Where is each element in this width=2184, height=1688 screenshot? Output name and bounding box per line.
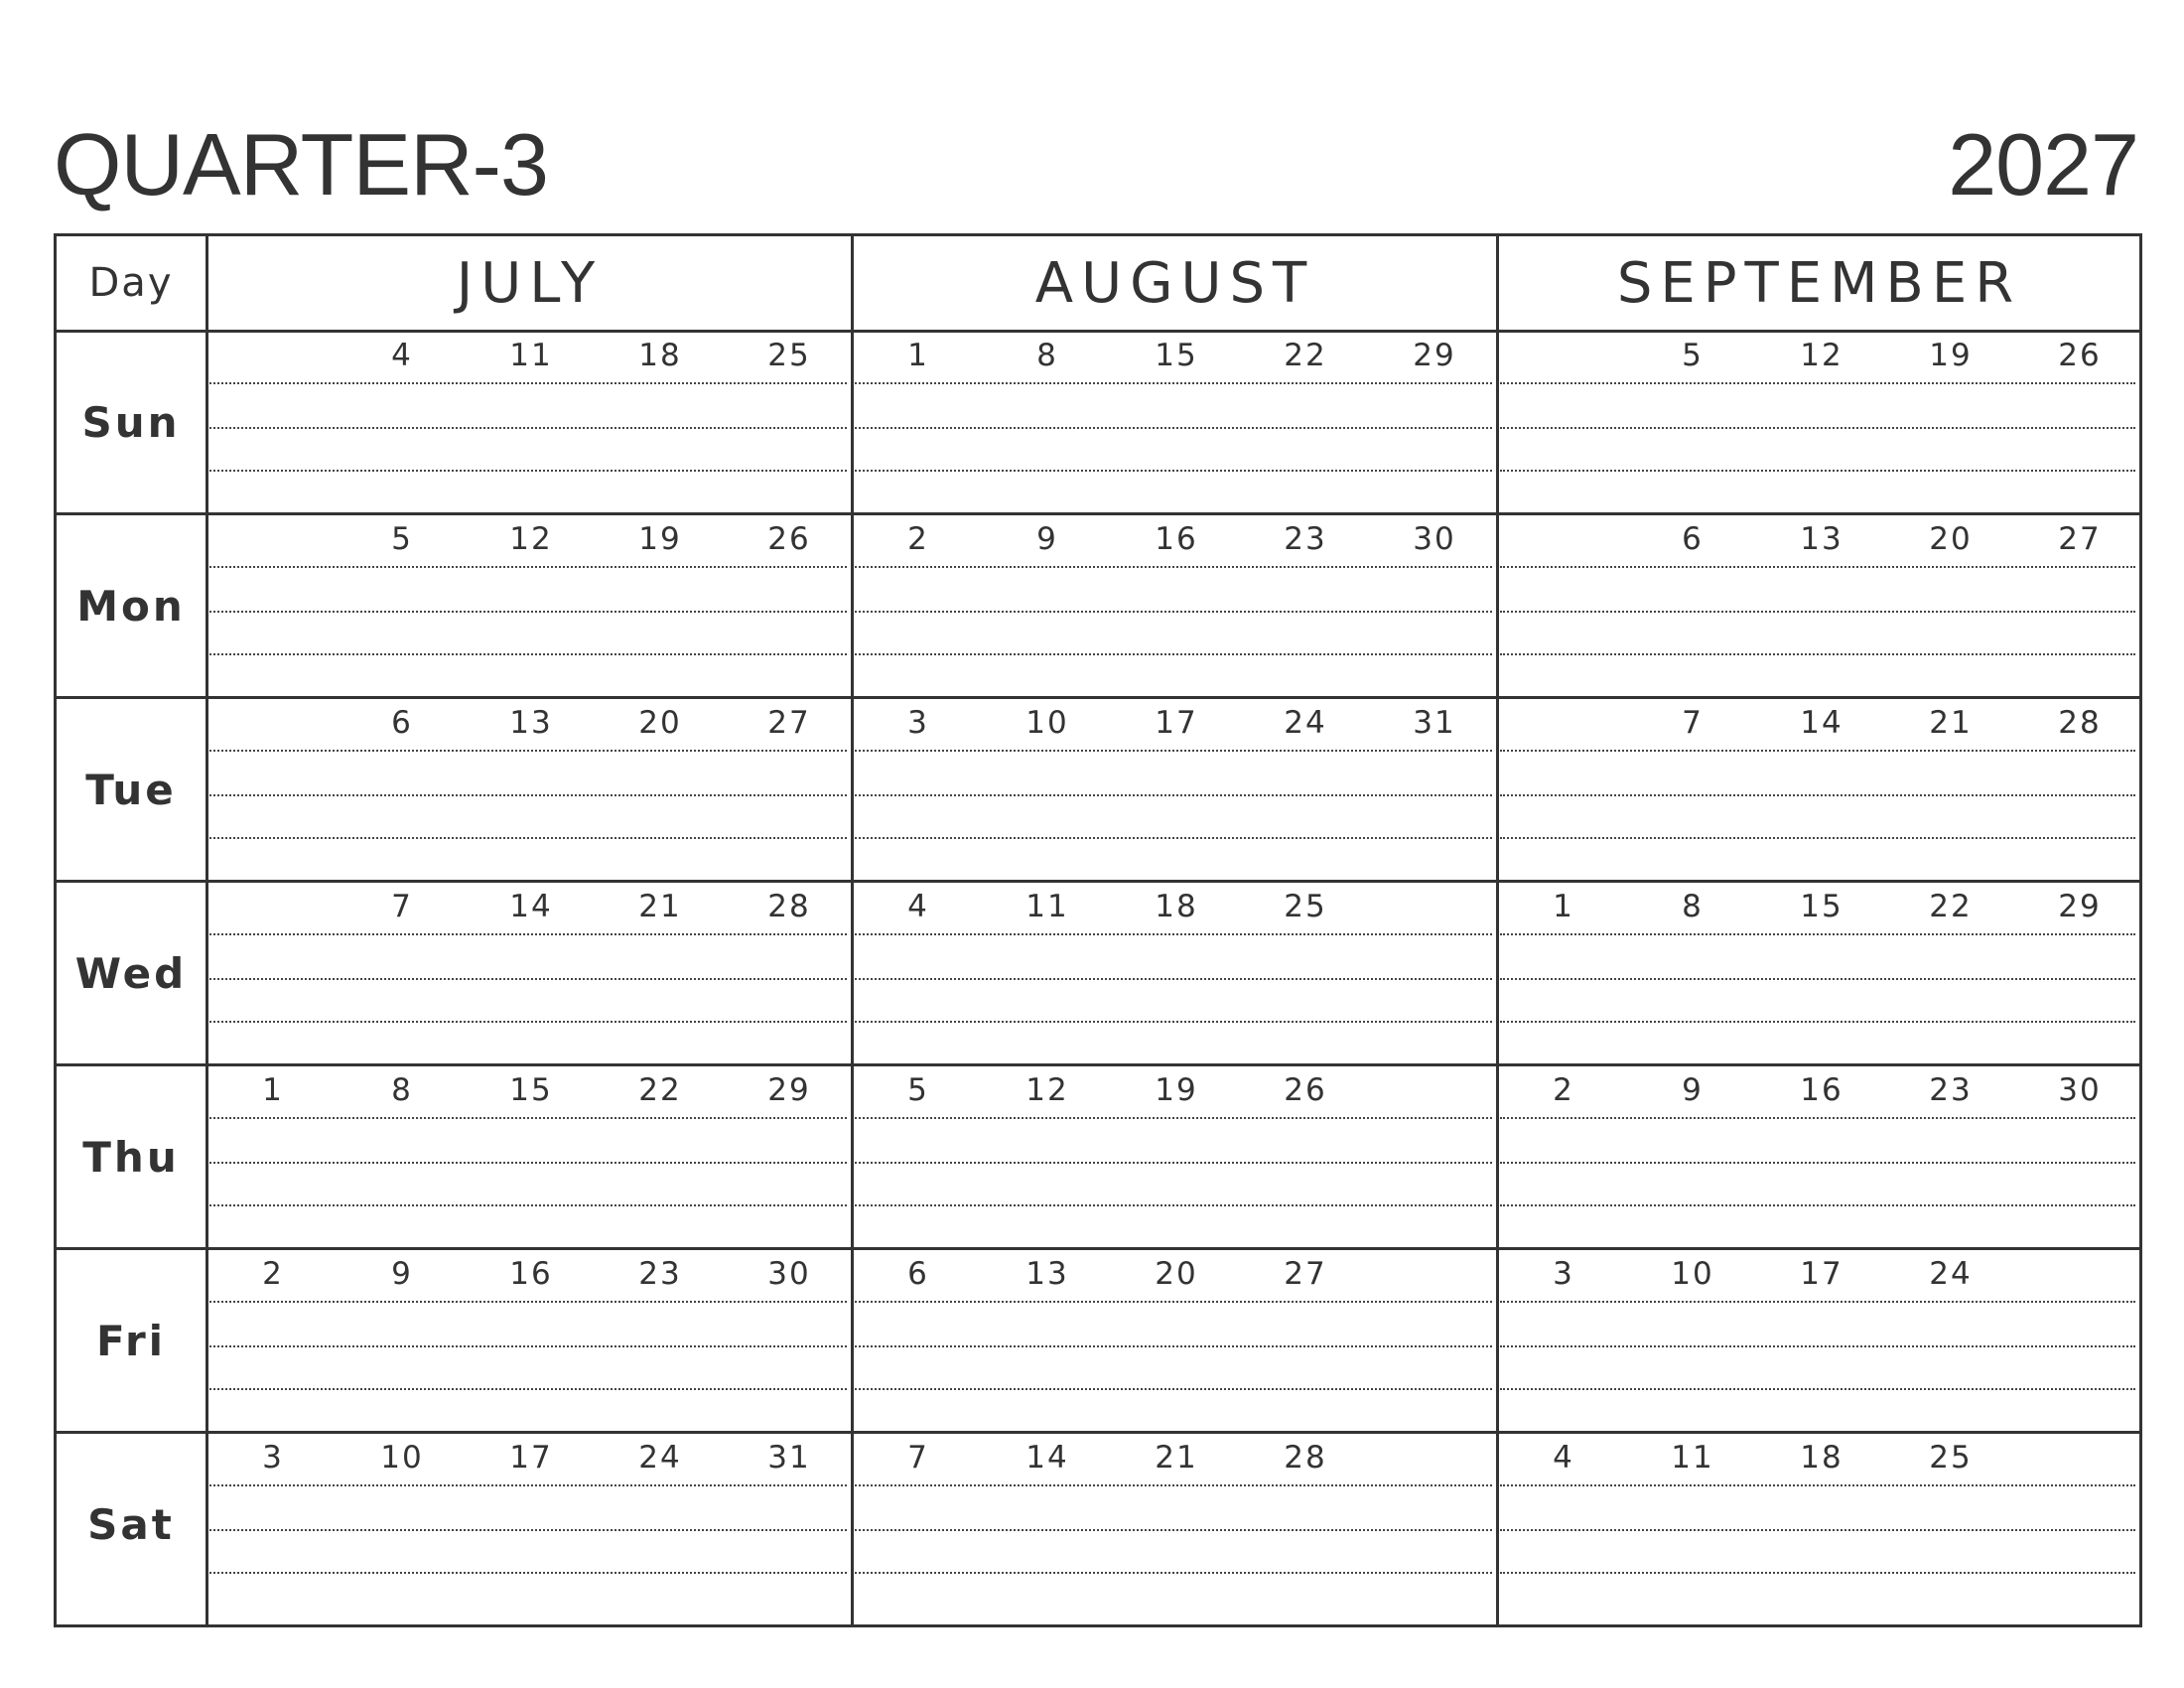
writing-line[interactable] (209, 427, 847, 429)
writing-line[interactable] (1500, 978, 2135, 980)
writing-line[interactable] (1500, 1484, 2135, 1486)
date-september-21[interactable]: 21 (1929, 705, 1973, 741)
date-august-31[interactable]: 31 (1413, 705, 1456, 741)
writing-line[interactable] (209, 794, 847, 796)
page-year: 2027 (1948, 115, 2138, 213)
date-august-10[interactable]: 10 (1025, 705, 1069, 741)
date-august-1[interactable]: 1 (907, 338, 929, 373)
month-header-august: AUGUST (1034, 250, 1315, 316)
header-divider (57, 330, 2139, 333)
date-september-9[interactable]: 9 (1682, 1072, 1704, 1108)
writing-line[interactable] (209, 382, 847, 384)
writing-line[interactable] (1500, 470, 2135, 472)
weekday-label-mon: Mon (76, 582, 186, 631)
writing-line[interactable] (1500, 427, 2135, 429)
date-september-24[interactable]: 24 (1929, 1256, 1973, 1292)
date-september-15[interactable]: 15 (1800, 889, 1843, 924)
writing-line[interactable] (855, 1572, 1492, 1574)
writing-line[interactable] (855, 611, 1492, 613)
writing-line[interactable] (1500, 1021, 2135, 1023)
date-july-15[interactable]: 15 (509, 1072, 553, 1108)
date-september-11[interactable]: 11 (1671, 1440, 1714, 1476)
date-july-23[interactable]: 23 (638, 1256, 682, 1292)
writing-line[interactable] (209, 566, 847, 568)
writing-line[interactable] (209, 1529, 847, 1531)
date-august-25[interactable]: 25 (1284, 889, 1327, 924)
date-september-28[interactable]: 28 (2058, 705, 2102, 741)
date-august-22[interactable]: 22 (1284, 338, 1327, 373)
writing-line[interactable] (209, 750, 847, 752)
date-september-18[interactable]: 18 (1800, 1440, 1843, 1476)
row-divider (57, 880, 2139, 883)
date-august-3[interactable]: 3 (907, 705, 929, 741)
column-divider (205, 236, 208, 1624)
date-september-6[interactable]: 6 (1682, 521, 1704, 557)
writing-line[interactable] (1500, 837, 2135, 839)
date-august-19[interactable]: 19 (1155, 1072, 1198, 1108)
writing-line[interactable] (1500, 1388, 2135, 1390)
date-july-21[interactable]: 21 (638, 889, 682, 924)
weekday-label-sun: Sun (81, 398, 181, 447)
date-july-9[interactable]: 9 (391, 1256, 413, 1292)
date-september-4[interactable]: 4 (1553, 1440, 1574, 1476)
date-july-26[interactable]: 26 (767, 521, 811, 557)
writing-line[interactable] (855, 1204, 1492, 1206)
writing-line[interactable] (209, 837, 847, 839)
writing-line[interactable] (1500, 750, 2135, 752)
date-july-3[interactable]: 3 (262, 1440, 284, 1476)
date-september-13[interactable]: 13 (1800, 521, 1843, 557)
writing-line[interactable] (855, 978, 1492, 980)
date-july-31[interactable]: 31 (767, 1440, 811, 1476)
writing-line[interactable] (855, 566, 1492, 568)
writing-line[interactable] (855, 794, 1492, 796)
row-divider (57, 1247, 2139, 1250)
date-july-20[interactable]: 20 (638, 705, 682, 741)
date-august-21[interactable]: 21 (1155, 1440, 1198, 1476)
date-july-12[interactable]: 12 (509, 521, 553, 557)
date-july-5[interactable]: 5 (391, 521, 413, 557)
date-august-14[interactable]: 14 (1025, 1440, 1069, 1476)
date-july-4[interactable]: 4 (391, 338, 413, 373)
writing-line[interactable] (1500, 1117, 2135, 1119)
date-august-16[interactable]: 16 (1155, 521, 1198, 557)
writing-line[interactable] (855, 1388, 1492, 1390)
weekday-label-thu: Thu (82, 1133, 180, 1182)
writing-line[interactable] (209, 611, 847, 613)
writing-line[interactable] (209, 1388, 847, 1390)
date-july-22[interactable]: 22 (638, 1072, 682, 1108)
date-july-24[interactable]: 24 (638, 1440, 682, 1476)
month-header-july: JULY (456, 250, 604, 316)
date-july-14[interactable]: 14 (509, 889, 553, 924)
writing-line[interactable] (1500, 653, 2135, 655)
writing-line[interactable] (1500, 933, 2135, 935)
date-september-12[interactable]: 12 (1800, 338, 1843, 373)
date-august-4[interactable]: 4 (907, 889, 929, 924)
date-september-30[interactable]: 30 (2058, 1072, 2102, 1108)
weekday-label-sat: Sat (87, 1500, 175, 1549)
writing-line[interactable] (855, 1301, 1492, 1303)
date-august-24[interactable]: 24 (1284, 705, 1327, 741)
date-august-9[interactable]: 9 (1036, 521, 1058, 557)
date-september-25[interactable]: 25 (1929, 1440, 1973, 1476)
writing-line[interactable] (855, 933, 1492, 935)
writing-line[interactable] (855, 1529, 1492, 1531)
column-divider (1496, 236, 1499, 1624)
writing-line[interactable] (855, 1117, 1492, 1119)
date-september-17[interactable]: 17 (1800, 1256, 1843, 1292)
date-september-8[interactable]: 8 (1682, 889, 1704, 924)
row-divider (57, 1431, 2139, 1434)
date-september-16[interactable]: 16 (1800, 1072, 1843, 1108)
date-august-30[interactable]: 30 (1413, 521, 1456, 557)
date-july-17[interactable]: 17 (509, 1440, 553, 1476)
writing-line[interactable] (209, 1021, 847, 1023)
date-july-8[interactable]: 8 (391, 1072, 413, 1108)
writing-line[interactable] (209, 1345, 847, 1347)
date-september-23[interactable]: 23 (1929, 1072, 1973, 1108)
date-july-19[interactable]: 19 (638, 521, 682, 557)
writing-line[interactable] (1500, 1204, 2135, 1206)
date-september-14[interactable]: 14 (1800, 705, 1843, 741)
writing-line[interactable] (209, 1572, 847, 1574)
writing-line[interactable] (209, 1204, 847, 1206)
date-july-29[interactable]: 29 (767, 1072, 811, 1108)
date-july-25[interactable]: 25 (767, 338, 811, 373)
writing-line[interactable] (1500, 794, 2135, 796)
date-july-1[interactable]: 1 (262, 1072, 284, 1108)
date-august-26[interactable]: 26 (1284, 1072, 1327, 1108)
day-column-header: Day (88, 260, 174, 306)
date-september-3[interactable]: 3 (1553, 1256, 1574, 1292)
date-september-19[interactable]: 19 (1929, 338, 1973, 373)
writing-line[interactable] (209, 933, 847, 935)
writing-line[interactable] (1500, 1572, 2135, 1574)
date-july-6[interactable]: 6 (391, 705, 413, 741)
date-august-20[interactable]: 20 (1155, 1256, 1198, 1292)
date-july-10[interactable]: 10 (380, 1440, 424, 1476)
writing-line[interactable] (1500, 1529, 2135, 1531)
writing-line[interactable] (209, 1484, 847, 1486)
date-august-7[interactable]: 7 (907, 1440, 929, 1476)
date-august-13[interactable]: 13 (1025, 1256, 1069, 1292)
row-divider (57, 696, 2139, 699)
writing-line[interactable] (1500, 1162, 2135, 1164)
date-july-7[interactable]: 7 (391, 889, 413, 924)
date-september-22[interactable]: 22 (1929, 889, 1973, 924)
writing-line[interactable] (855, 837, 1492, 839)
weekday-label-fri: Fri (95, 1317, 167, 1365)
date-september-10[interactable]: 10 (1671, 1256, 1714, 1292)
date-august-12[interactable]: 12 (1025, 1072, 1069, 1108)
writing-line[interactable] (209, 1301, 847, 1303)
writing-line[interactable] (855, 1021, 1492, 1023)
date-july-30[interactable]: 30 (767, 1256, 811, 1292)
date-july-13[interactable]: 13 (509, 705, 553, 741)
date-august-18[interactable]: 18 (1155, 889, 1198, 924)
date-august-15[interactable]: 15 (1155, 338, 1198, 373)
date-august-11[interactable]: 11 (1025, 889, 1069, 924)
date-august-28[interactable]: 28 (1284, 1440, 1327, 1476)
date-september-26[interactable]: 26 (2058, 338, 2102, 373)
date-august-17[interactable]: 17 (1155, 705, 1198, 741)
date-july-16[interactable]: 16 (509, 1256, 553, 1292)
writing-line[interactable] (209, 1117, 847, 1119)
writing-line[interactable] (209, 1162, 847, 1164)
weekday-label-wed: Wed (74, 949, 188, 998)
date-july-28[interactable]: 28 (767, 889, 811, 924)
date-august-5[interactable]: 5 (907, 1072, 929, 1108)
row-divider (57, 512, 2139, 515)
column-divider (851, 236, 854, 1624)
writing-line[interactable] (1500, 1301, 2135, 1303)
date-september-7[interactable]: 7 (1682, 705, 1704, 741)
writing-line[interactable] (855, 427, 1492, 429)
writing-line[interactable] (209, 653, 847, 655)
date-july-18[interactable]: 18 (638, 338, 682, 373)
date-august-6[interactable]: 6 (907, 1256, 929, 1292)
date-september-20[interactable]: 20 (1929, 521, 1973, 557)
writing-line[interactable] (855, 1345, 1492, 1347)
writing-line[interactable] (855, 470, 1492, 472)
date-august-8[interactable]: 8 (1036, 338, 1058, 373)
date-august-29[interactable]: 29 (1413, 338, 1456, 373)
date-august-2[interactable]: 2 (907, 521, 929, 557)
writing-line[interactable] (209, 470, 847, 472)
date-august-27[interactable]: 27 (1284, 1256, 1327, 1292)
date-july-27[interactable]: 27 (767, 705, 811, 741)
date-july-11[interactable]: 11 (509, 338, 553, 373)
writing-line[interactable] (1500, 382, 2135, 384)
writing-line[interactable] (855, 382, 1492, 384)
writing-line[interactable] (855, 750, 1492, 752)
writing-line[interactable] (1500, 566, 2135, 568)
date-july-2[interactable]: 2 (262, 1256, 284, 1292)
writing-line[interactable] (855, 653, 1492, 655)
row-divider (57, 1063, 2139, 1066)
date-september-2[interactable]: 2 (1553, 1072, 1574, 1108)
writing-line[interactable] (855, 1484, 1492, 1486)
quarter-calendar-grid (54, 233, 2142, 1627)
writing-line[interactable] (855, 1162, 1492, 1164)
date-september-1[interactable]: 1 (1553, 889, 1574, 924)
month-header-september: SEPTEMBER (1616, 250, 2022, 316)
writing-line[interactable] (1500, 1345, 2135, 1347)
date-september-27[interactable]: 27 (2058, 521, 2102, 557)
writing-line[interactable] (209, 978, 847, 980)
weekday-label-tue: Tue (85, 766, 177, 814)
date-september-29[interactable]: 29 (2058, 889, 2102, 924)
date-august-23[interactable]: 23 (1284, 521, 1327, 557)
date-september-5[interactable]: 5 (1682, 338, 1704, 373)
writing-line[interactable] (1500, 611, 2135, 613)
page-title: QUARTER-3 (54, 115, 548, 213)
